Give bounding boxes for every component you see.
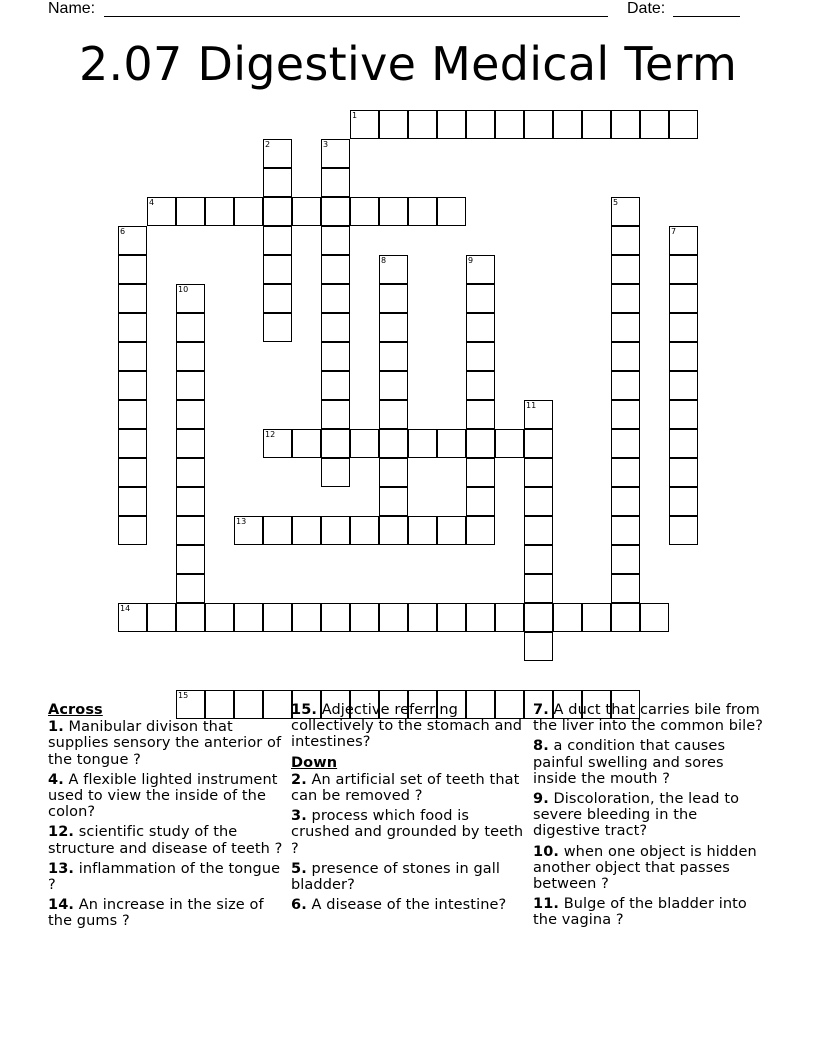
grid-cell[interactable] bbox=[582, 110, 611, 139]
grid-cell[interactable] bbox=[263, 168, 292, 197]
grid-cell[interactable] bbox=[321, 168, 350, 197]
grid-cell[interactable] bbox=[437, 429, 466, 458]
grid-cell[interactable] bbox=[669, 371, 698, 400]
grid-cell[interactable] bbox=[669, 342, 698, 371]
grid-cell[interactable] bbox=[176, 516, 205, 545]
grid-cell[interactable] bbox=[437, 110, 466, 139]
grid-cell[interactable] bbox=[640, 603, 669, 632]
grid-cell[interactable] bbox=[553, 603, 582, 632]
grid-cell[interactable] bbox=[611, 313, 640, 342]
grid-cell[interactable] bbox=[466, 400, 495, 429]
grid-cell[interactable] bbox=[466, 313, 495, 342]
grid-cell[interactable] bbox=[524, 429, 553, 458]
grid-cell[interactable] bbox=[147, 603, 176, 632]
grid-cell[interactable] bbox=[611, 371, 640, 400]
grid-cell[interactable] bbox=[408, 110, 437, 139]
grid-cell[interactable] bbox=[669, 400, 698, 429]
grid-cell[interactable] bbox=[524, 574, 553, 603]
grid-cell[interactable] bbox=[669, 516, 698, 545]
clue-number: 11 bbox=[526, 401, 537, 410]
grid-cell[interactable] bbox=[205, 197, 234, 226]
down-heading: Down bbox=[291, 754, 338, 771]
clue-number: 4 bbox=[149, 198, 155, 207]
grid-cell[interactable] bbox=[379, 487, 408, 516]
grid-cell[interactable] bbox=[495, 603, 524, 632]
grid-cell[interactable] bbox=[321, 284, 350, 313]
grid-cell[interactable] bbox=[611, 545, 640, 574]
grid-cell[interactable] bbox=[234, 197, 263, 226]
grid-cell[interactable] bbox=[611, 429, 640, 458]
grid-cell[interactable] bbox=[263, 516, 292, 545]
grid-cell[interactable] bbox=[466, 371, 495, 400]
grid-cell[interactable] bbox=[466, 516, 495, 545]
clue-number: 5 bbox=[613, 198, 619, 207]
grid-cell[interactable] bbox=[379, 371, 408, 400]
grid-cell[interactable] bbox=[669, 110, 698, 139]
grid-cell[interactable] bbox=[379, 342, 408, 371]
grid-cell[interactable] bbox=[350, 197, 379, 226]
grid-cell[interactable] bbox=[379, 110, 408, 139]
grid-cell[interactable] bbox=[176, 458, 205, 487]
grid-cell[interactable] bbox=[669, 313, 698, 342]
clue-down-6: 6. A disease of the intestine? bbox=[291, 897, 507, 914]
grid-cell[interactable] bbox=[321, 400, 350, 429]
grid-cell[interactable] bbox=[176, 574, 205, 603]
grid-cell[interactable] bbox=[669, 255, 698, 284]
grid-cell[interactable] bbox=[379, 284, 408, 313]
across-heading: Across bbox=[48, 702, 103, 718]
clues-column-2 bbox=[291, 702, 527, 917]
grid-cell[interactable] bbox=[379, 516, 408, 545]
grid-cell[interactable] bbox=[466, 458, 495, 487]
grid-cell[interactable] bbox=[176, 429, 205, 458]
grid-cell[interactable] bbox=[379, 197, 408, 226]
grid-cell[interactable] bbox=[408, 603, 437, 632]
clue-down-9: 9. Discoloration, the lead to severe bleeding in the digestive tract? bbox=[533, 791, 740, 840]
grid-cell[interactable] bbox=[379, 603, 408, 632]
grid-cell[interactable] bbox=[437, 516, 466, 545]
grid-cell[interactable] bbox=[611, 603, 640, 632]
grid-cell[interactable] bbox=[321, 429, 350, 458]
clue-number: 13 bbox=[236, 517, 247, 526]
clues-column-3 bbox=[533, 702, 769, 933]
clue-down-11: 11. Bulge of the bladder into the vagina ? bbox=[533, 896, 747, 929]
grid-cell[interactable] bbox=[379, 429, 408, 458]
clue-across-15: 15. Adjective referring collectively to the stomach and intestines? bbox=[291, 702, 523, 751]
grid-cell[interactable] bbox=[118, 342, 147, 371]
grid-cell[interactable] bbox=[466, 603, 495, 632]
clue-number: 12 bbox=[265, 430, 276, 439]
clue-number: 7 bbox=[671, 227, 677, 236]
grid-cell[interactable] bbox=[263, 255, 292, 284]
grid-cell[interactable] bbox=[437, 197, 466, 226]
grid-cell[interactable] bbox=[379, 400, 408, 429]
clues-column-1 bbox=[48, 702, 284, 934]
grid-cell[interactable] bbox=[292, 516, 321, 545]
grid-cell[interactable] bbox=[321, 255, 350, 284]
grid-cell[interactable] bbox=[263, 603, 292, 632]
clue-down-7: 7. A duct that carries bile from the liver into the common bile? bbox=[533, 702, 764, 735]
grid-cell[interactable] bbox=[611, 110, 640, 139]
grid-cell[interactable] bbox=[118, 284, 147, 313]
clue-down-3: 3. process which food is crushed and grounded by teeth ? bbox=[291, 808, 524, 857]
grid-cell[interactable] bbox=[611, 226, 640, 255]
grid-cell[interactable] bbox=[640, 110, 669, 139]
grid-cell[interactable] bbox=[350, 429, 379, 458]
grid-cell[interactable] bbox=[466, 429, 495, 458]
grid-cell[interactable] bbox=[321, 516, 350, 545]
grid-cell[interactable] bbox=[553, 110, 582, 139]
grid-cell[interactable] bbox=[495, 110, 524, 139]
clue-across-12: 12. scientific study of the structure and disease of teeth ? bbox=[48, 824, 283, 857]
grid-cell[interactable] bbox=[292, 429, 321, 458]
grid-cell[interactable] bbox=[176, 197, 205, 226]
grid-cell[interactable] bbox=[524, 487, 553, 516]
grid-cell[interactable] bbox=[321, 197, 350, 226]
grid-cell[interactable] bbox=[466, 284, 495, 313]
grid-cell[interactable] bbox=[611, 516, 640, 545]
grid-cell[interactable] bbox=[292, 197, 321, 226]
grid-cell[interactable] bbox=[611, 574, 640, 603]
grid-cell[interactable] bbox=[524, 458, 553, 487]
grid-cell[interactable] bbox=[321, 603, 350, 632]
grid-cell[interactable] bbox=[263, 226, 292, 255]
grid-cell[interactable] bbox=[321, 342, 350, 371]
clue-down-10: 10. when one object is hidden another object that passes between ? bbox=[533, 843, 757, 893]
clue-down-8: 8. a condition that causes painful swelling and sores inside the mouth ? bbox=[533, 738, 726, 787]
grid-cell[interactable] bbox=[263, 313, 292, 342]
clue-across-13: 13. inflammation of the tongue ? bbox=[48, 860, 281, 894]
grid-cell[interactable] bbox=[611, 255, 640, 284]
grid-cell[interactable] bbox=[321, 226, 350, 255]
grid-cell[interactable] bbox=[176, 313, 205, 342]
grid-cell[interactable] bbox=[234, 603, 263, 632]
grid-cell[interactable] bbox=[118, 313, 147, 342]
clue-across-4: 4. A flexible lighted instrument used to view the inside of the colon? bbox=[48, 771, 278, 821]
page-title: 2.07 Digestive Medical Term bbox=[78, 37, 738, 91]
clue-number: 10 bbox=[178, 285, 189, 294]
grid-cell[interactable] bbox=[118, 371, 147, 400]
clue-number: 2 bbox=[265, 140, 271, 149]
clue-number: 14 bbox=[120, 604, 131, 613]
grid-cell[interactable] bbox=[176, 603, 205, 632]
grid-cell[interactable] bbox=[379, 458, 408, 487]
grid-cell[interactable] bbox=[176, 342, 205, 371]
grid-cell[interactable] bbox=[118, 255, 147, 284]
grid-cell[interactable] bbox=[118, 458, 147, 487]
grid-cell[interactable] bbox=[408, 516, 437, 545]
grid-cell[interactable] bbox=[118, 429, 147, 458]
grid-cell[interactable] bbox=[408, 197, 437, 226]
name-label: Name: bbox=[48, 0, 96, 17]
grid-cell[interactable] bbox=[350, 603, 379, 632]
clue-number: 3 bbox=[323, 140, 329, 149]
grid-cell[interactable] bbox=[350, 516, 379, 545]
grid-cell[interactable] bbox=[176, 371, 205, 400]
clue-number: 9 bbox=[468, 256, 474, 265]
grid-cell[interactable] bbox=[611, 458, 640, 487]
grid-cell[interactable] bbox=[321, 458, 350, 487]
grid-cell[interactable] bbox=[379, 313, 408, 342]
clue-number: 15 bbox=[178, 691, 189, 700]
grid-cell[interactable] bbox=[669, 284, 698, 313]
grid-cell[interactable] bbox=[118, 516, 147, 545]
grid-cell[interactable] bbox=[205, 603, 234, 632]
grid-cell[interactable] bbox=[466, 342, 495, 371]
clue-down-2: 2. An artificial set of teeth that can be removed ? bbox=[291, 771, 520, 805]
grid-cell[interactable] bbox=[669, 458, 698, 487]
grid-cell[interactable] bbox=[176, 545, 205, 574]
grid-cell[interactable] bbox=[176, 400, 205, 429]
grid-cell[interactable] bbox=[524, 603, 553, 632]
date-label: Date: bbox=[627, 0, 666, 17]
clue-number: 8 bbox=[381, 256, 387, 265]
grid-cell[interactable] bbox=[466, 110, 495, 139]
grid-cell[interactable] bbox=[292, 603, 321, 632]
grid-cell[interactable] bbox=[118, 400, 147, 429]
grid-cell[interactable] bbox=[495, 429, 524, 458]
grid-cell[interactable] bbox=[582, 603, 611, 632]
clue-across-1: 1. Manibular divison that supplies sensory the anterior of the tongue ? bbox=[48, 719, 282, 768]
clue-number: 1 bbox=[352, 111, 358, 120]
grid-cell[interactable] bbox=[611, 487, 640, 516]
grid-cell[interactable] bbox=[524, 545, 553, 574]
grid-cell[interactable] bbox=[176, 487, 205, 516]
grid-cell[interactable] bbox=[524, 632, 553, 661]
grid-cell[interactable] bbox=[437, 603, 466, 632]
grid-cell[interactable] bbox=[669, 487, 698, 516]
grid-cell[interactable] bbox=[611, 284, 640, 313]
grid-cell[interactable] bbox=[466, 487, 495, 516]
grid-cell[interactable] bbox=[524, 516, 553, 545]
grid-cell[interactable] bbox=[321, 371, 350, 400]
grid-cell[interactable] bbox=[408, 429, 437, 458]
clue-down-5: 5. presence of stones in gall bladder? bbox=[291, 860, 501, 894]
grid-cell[interactable] bbox=[611, 342, 640, 371]
grid-cell[interactable] bbox=[263, 284, 292, 313]
grid-cell[interactable] bbox=[321, 313, 350, 342]
grid-cell[interactable] bbox=[263, 197, 292, 226]
grid-cell[interactable] bbox=[611, 400, 640, 429]
grid-cell[interactable] bbox=[118, 487, 147, 516]
grid-cell[interactable] bbox=[524, 110, 553, 139]
clue-number: 6 bbox=[120, 227, 126, 236]
grid-cell[interactable] bbox=[669, 429, 698, 458]
clue-across-14: 14. An increase in the size of the gums ? bbox=[48, 897, 264, 930]
